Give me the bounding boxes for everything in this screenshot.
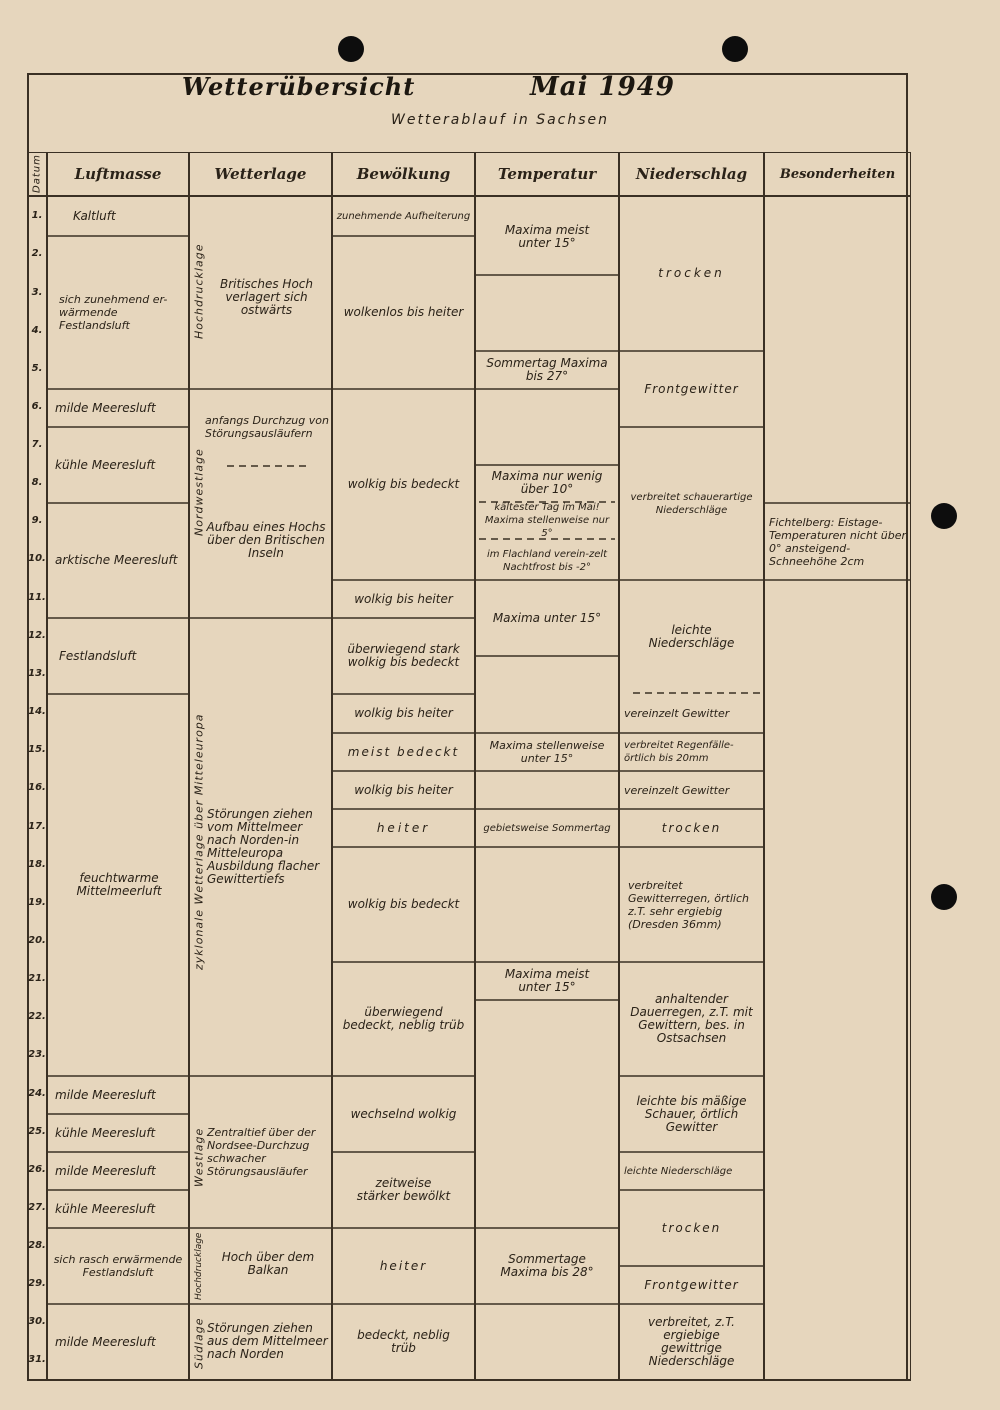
luftmasse-24: milde Meeresluft <box>55 1087 156 1102</box>
bewoelkung-16: wolkig bis heiter <box>354 782 453 797</box>
punch-hole-right-upper <box>931 503 957 529</box>
niederschlag-18-20: verbreitet Gewitterregen, örtlich z.T. sehr ergiebig (Dresden 36mm) <box>628 878 749 931</box>
date-1: 1. <box>31 210 43 221</box>
date-3: 3. <box>31 287 43 298</box>
luftmasse-28-29: sich rasch erwärmende Festlandsluft <box>53 1253 183 1279</box>
luftmasse-9-11: arktische Meeresluft <box>55 553 178 567</box>
niederschlag-30-31: verbreitet, z.T. ergiebige gewittrige Niederschläge <box>648 1315 735 1368</box>
date-18: 18. <box>28 859 46 870</box>
niederschlag-7-10: verbreitet schauerartige Niederschläge <box>630 491 753 516</box>
bewoelkung-28-29: heiter <box>379 1258 428 1273</box>
header-niederschlag: Niederschlag <box>635 165 748 183</box>
bewoelkung-11: wolkig bis heiter <box>354 591 453 606</box>
niederschlag-15: verbreitet Regenfälle-örtlich bis 20mm <box>624 740 734 764</box>
niederschlag-16: vereinzelt Gewitter <box>624 783 730 797</box>
wetterlage-type-zyklonal: zyklonale Wetterlage über Mitteleuropa <box>192 713 206 971</box>
punch-hole-right-lower <box>931 884 957 910</box>
temperatur-17: gebietsweise Sommertag <box>483 822 611 834</box>
date-30: 30. <box>28 1316 46 1327</box>
bewoelkung-30-31: bedeckt, neblig trüb <box>357 1328 450 1355</box>
luftmasse-2-5: sich zunehmend er-wärmende Festlandsluft <box>59 293 168 332</box>
luftmasse-25: kühle Meeresluft <box>55 1125 156 1140</box>
header-wetterlage: Wetterlage <box>214 165 307 183</box>
wetterlage-stoerungen-norden: Störungen ziehen aus dem Mittelmeer nach Norden <box>207 1320 328 1361</box>
bewoelkung-6-10: wolkig bis bedeckt <box>347 477 460 491</box>
niederschlag-1-4: trocken <box>658 266 725 280</box>
bewoelkung-21-23: überwiegend bedeckt, neblig trüb <box>342 1005 465 1032</box>
wetterlage-type-sued: Südlage <box>192 1317 206 1369</box>
date-17: 17. <box>28 821 46 832</box>
date-10: 10. <box>28 553 46 564</box>
luftmasse-1: Kaltluft <box>73 208 116 223</box>
date-5: 5. <box>31 363 43 374</box>
punch-hole-top-right <box>722 36 748 62</box>
date-2: 2. <box>31 248 43 259</box>
wetterlage-balkan: Hoch über dem Balkan <box>221 1250 315 1277</box>
subtitle: Wetterablauf in Sachsen <box>390 112 610 128</box>
besonderheiten-9-10: Fichtelberg: Eistage-Temperaturen nicht über 0° ansteigend-Schneehöhe 2cm <box>769 515 907 568</box>
wetterlage-stoerungen-mittelmeer: Störungen ziehen vom Mittelmeer nach Norden-in Mitteleuropa Ausbildung flacher Gewittertiefs <box>207 807 320 886</box>
bewoelkung-2-5: wolkenlos bis heiter <box>343 305 464 319</box>
temperatur-11-12: Maxima unter 15° <box>492 610 602 625</box>
luftmasse-26: milde Meeresluft <box>55 1163 156 1178</box>
wetterlage-zentraltief: Zentraltief über der Nordsee-Durchzug schwacher Störungsausläufer <box>207 1126 316 1178</box>
header-luftmasse: Luftmasse <box>74 165 162 183</box>
niederschlag-14: vereinzelt Gewitter <box>624 707 730 720</box>
wetterlage-type-west: Westlage <box>192 1127 206 1187</box>
date-8: 8. <box>31 477 43 488</box>
temperatur-10: im Flachland verein-zelt Nachtfrost bis -2° <box>486 548 608 573</box>
wetterlage-aufbau-hoch: Aufbau eines Hochs über den Britischen Inseln <box>206 519 326 560</box>
date-31: 31. <box>28 1354 46 1365</box>
header-temperatur: Temperatur <box>497 165 597 183</box>
date-21: 21. <box>28 973 46 984</box>
date-11: 11. <box>28 592 46 603</box>
niederschlag-27-28: trocken <box>661 1220 722 1235</box>
wetterlage-britisches-hoch: Britisches Hoch verlagert sich ostwärts <box>219 276 313 317</box>
bewoelkung-1: zunehmende Aufheiterung <box>336 210 471 222</box>
niederschlag-24-25: leichte bis mäßige Schauer, örtlich Gewitter <box>636 1093 747 1134</box>
wetterlage-type-hochdruck-2: Hochdrucklage <box>194 1232 204 1300</box>
date-16: 16. <box>28 782 46 793</box>
title-left: Wetterübersicht <box>182 72 416 101</box>
wetterlage-type-nordwest: Nordwestlage <box>192 448 206 536</box>
date-24: 24. <box>28 1088 46 1099</box>
luftmasse-27: kühle Meeresluft <box>55 1201 156 1216</box>
bewoelkung-14: wolkig bis heiter <box>354 706 453 720</box>
luftmasse-6: milde Meeresluft <box>55 400 156 415</box>
luftmasse-12-13: Festlandsluft <box>59 648 137 663</box>
header-besonderheiten: Besonderheiten <box>779 166 896 182</box>
date-15: 15. <box>28 744 46 755</box>
date-4: 4. <box>31 325 43 336</box>
date-23: 23. <box>28 1049 46 1060</box>
date-14: 14. <box>28 706 46 717</box>
date-22: 22. <box>28 1011 46 1022</box>
title-month-year: Mai 1949 <box>530 72 675 102</box>
niederschlag-17: trocken <box>661 820 722 835</box>
date-9: 9. <box>31 515 43 526</box>
luftmasse-14-23: feuchtwarme Mittelmeerluft <box>76 871 162 898</box>
date-6: 6. <box>31 401 43 412</box>
temperatur-5: Sommertag Maxima bis 27° <box>486 356 608 383</box>
wetterlage-stoerungsauslaeufer: anfangs Durchzug von Störungsausläufern <box>205 414 329 440</box>
date-20: 20. <box>28 935 46 946</box>
date-19: 19. <box>28 897 46 908</box>
temperatur-15: Maxima stellenweise unter 15° <box>489 739 605 765</box>
niederschlag-26: leichte Niederschläge <box>624 1165 733 1177</box>
temperatur-8: Maxima nur wenig über 10° <box>491 469 603 496</box>
date-13: 13. <box>28 668 46 679</box>
temperatur-9: kältester Tag im Mai! Maxima stellenweise nur 5° <box>484 502 610 539</box>
bewoelkung-15: meist bedeckt <box>347 744 460 759</box>
niederschlag-11-13: leichte Niederschläge <box>648 623 735 650</box>
date-26: 26. <box>28 1164 46 1175</box>
date-7: 7. <box>31 439 43 450</box>
header-bewoelkung: Bewölkung <box>356 165 451 183</box>
temperatur-28-29: Sommertage Maxima bis 28° <box>500 1252 594 1279</box>
bewoelkung-17: heiter <box>376 820 431 835</box>
date-27: 27. <box>28 1202 46 1213</box>
niederschlag-21-23: anhaltender Dauerregen, z.T. mit Gewittern, bes. in Ostsachsen <box>630 992 753 1045</box>
date-12: 12. <box>28 630 46 641</box>
luftmasse-7-8: kühle Meeresluft <box>55 457 156 472</box>
temperatur-1-2: Maxima meist unter 15° <box>504 223 590 250</box>
punch-hole-top-left <box>338 36 364 62</box>
bewoelkung-24-25: wechselnd wolkig <box>350 1106 457 1121</box>
date-29: 29. <box>28 1278 46 1289</box>
luftmasse-30-31: milde Meeresluft <box>55 1334 156 1349</box>
date-28: 28. <box>28 1240 46 1251</box>
niederschlag-29: Frontgewitter <box>644 1277 739 1292</box>
header-datum: Datum <box>31 154 43 194</box>
bewoelkung-26-27: zeitweise stärker bewölkt <box>356 1176 451 1203</box>
wetterlage-type-hochdruck: Hochdrucklage <box>192 243 206 339</box>
bewoelkung-12-13: überwiegend stark wolkig bis bedeckt <box>347 642 460 669</box>
bewoelkung-18-20: wolkig bis bedeckt <box>347 897 460 911</box>
temperatur-21: Maxima meist unter 15° <box>504 967 590 994</box>
niederschlag-5-6: Frontgewitter <box>644 381 739 396</box>
date-25: 25. <box>28 1126 46 1137</box>
